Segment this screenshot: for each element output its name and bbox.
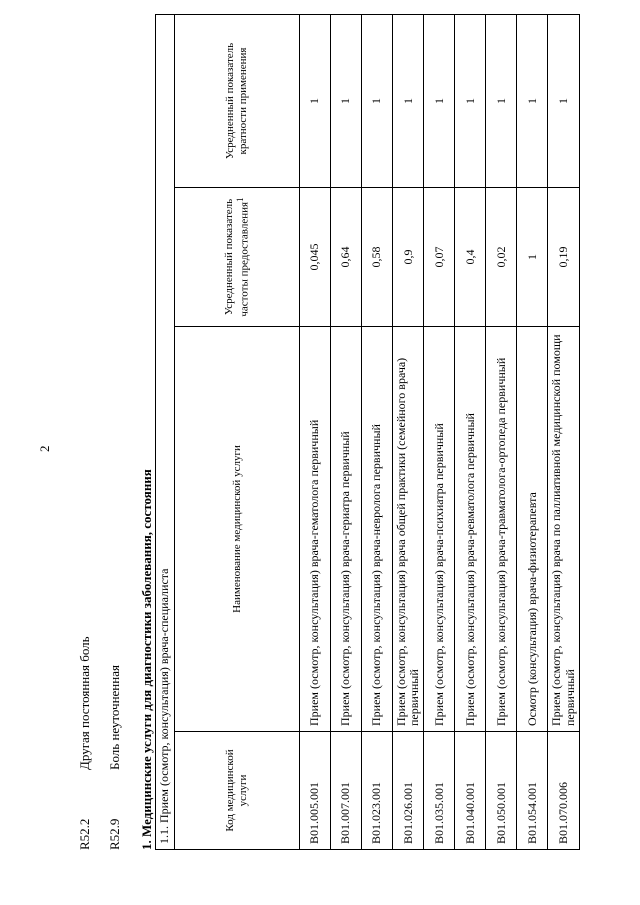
- service-code: B01.050.001: [486, 732, 517, 850]
- service-name: Прием (осмотр, консультация) врача общей практики (семейного врача) первичный: [393, 327, 424, 732]
- service-name: Прием (осмотр, консультация) врача-психиатра первичный: [424, 327, 455, 732]
- service-frequency: 0,4: [455, 188, 486, 327]
- table-row: [300, 15, 331, 850]
- diagnosis-code-row: [100, 636, 130, 850]
- header-name: Наименование медицинской услуги: [175, 327, 300, 732]
- table-row: [393, 15, 424, 850]
- diagnosis-code: R52.9: [107, 818, 122, 850]
- table-header-row: [175, 15, 300, 850]
- table-row: [362, 15, 393, 850]
- service-code: B01.054.001: [517, 732, 548, 850]
- header-multiplicity: Усредненный показатель кратности применения: [175, 15, 300, 188]
- service-frequency: 0,045: [300, 188, 331, 327]
- service-code: B01.040.001: [455, 732, 486, 850]
- service-frequency: 1: [517, 188, 548, 327]
- service-name: Осмотр (консультация) врача-физиотерапевта: [517, 327, 548, 732]
- subsection-title: 1.1. Прием (осмотр, консультация) врача-специалиста: [156, 15, 175, 850]
- service-frequency: 0,07: [424, 188, 455, 327]
- table-row: [424, 15, 455, 850]
- header-code: Код медицинской услуги: [175, 732, 300, 850]
- service-code: B01.007.001: [331, 732, 362, 850]
- service-multiplicity: 1: [548, 15, 579, 188]
- service-multiplicity: 1: [393, 15, 424, 188]
- footnote-marker: 1: [235, 197, 246, 202]
- table-subsection-row: [156, 15, 175, 850]
- service-code: B01.026.001: [393, 732, 424, 850]
- service-multiplicity: 1: [424, 15, 455, 188]
- diagnosis-code-row: [70, 636, 100, 850]
- service-name: Прием (осмотр, консультация) врача-гематолога первичный: [300, 327, 331, 732]
- services-table: [155, 14, 580, 850]
- service-multiplicity: 1: [486, 15, 517, 188]
- service-name: Прием (осмотр, консультация) врача-ревматолога первичный: [455, 327, 486, 732]
- table-row: [455, 15, 486, 850]
- service-code: B01.005.001: [300, 732, 331, 850]
- page-number: 2: [37, 445, 52, 452]
- service-frequency: 0,9: [393, 188, 424, 327]
- service-frequency: 0,19: [548, 188, 579, 327]
- service-frequency: 0,64: [331, 188, 362, 327]
- section-title: 1. Медицинские услуги для диагностики заболевания, состояния: [139, 469, 154, 850]
- diagnosis-name: Боль неуточненная: [107, 665, 122, 770]
- service-code: B01.070.006: [548, 732, 579, 850]
- table-row: [517, 15, 548, 850]
- diagnosis-name: Другая постоянная боль: [77, 636, 92, 770]
- service-multiplicity: 1: [517, 15, 548, 188]
- service-frequency: 0,02: [486, 188, 517, 327]
- service-multiplicity: 1: [300, 15, 331, 188]
- table-row: [331, 15, 362, 850]
- service-code: B01.035.001: [424, 732, 455, 850]
- header-frequency: Усредненный показатель частоты предоставления$^1$: [175, 188, 300, 327]
- diagnosis-code-list: [70, 636, 130, 850]
- service-name: Прием (осмотр, консультация) врача-невролога первичный: [362, 327, 393, 732]
- service-multiplicity: 1: [455, 15, 486, 188]
- service-name: Прием (осмотр, консультация) врача-травматолога-ортопеда первичный: [486, 327, 517, 732]
- service-multiplicity: 1: [331, 15, 362, 188]
- service-name: Прием (осмотр, консультация) врача-гериатра первичный: [331, 327, 362, 732]
- table-row: [548, 15, 579, 850]
- service-name: Прием (осмотр, консультация) врача по паллиативной медицинской помощи первичный: [548, 327, 579, 732]
- diagnosis-code: R52.2: [77, 818, 92, 850]
- table-row: [486, 15, 517, 850]
- service-multiplicity: 1: [362, 15, 393, 188]
- service-code: B01.023.001: [362, 732, 393, 850]
- service-frequency: 0,58: [362, 188, 393, 327]
